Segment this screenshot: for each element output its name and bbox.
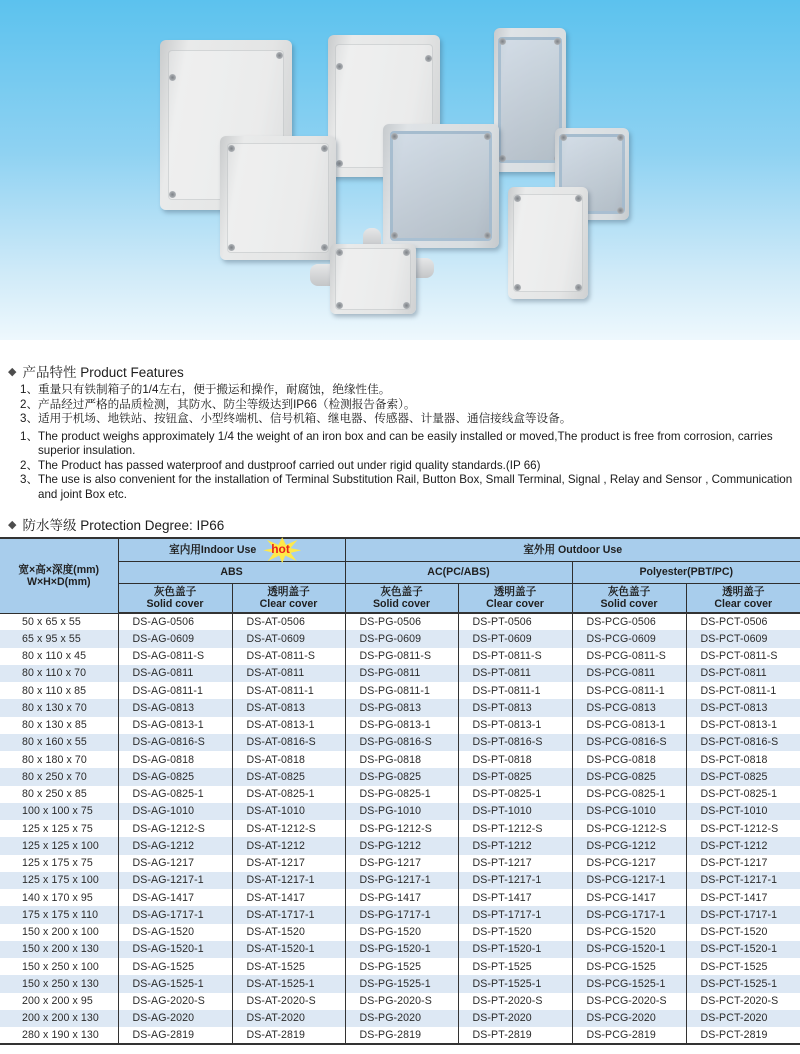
polyester-solid-cell: DS-PCG-0816-S (572, 734, 686, 751)
polyester-solid-cell: DS-PCG-0813 (572, 699, 686, 716)
table-row (0, 993, 800, 1010)
outdoor-use-header: 室外用 Outdoor Use (345, 538, 800, 561)
ac-clear-cell: DS-PT-0825-1 (458, 786, 572, 803)
material-polyester-header: Polyester(PBT/PC) (572, 561, 800, 583)
polyester-clear-cell: DS-PCT-2020 (686, 1010, 800, 1027)
abs-clear-cell: DS-AT-0811-1 (232, 682, 345, 699)
dimensions-cell: 125 x 125 x 75 (0, 820, 118, 837)
polyester-solid-cell: DS-PCG-0825-1 (572, 786, 686, 803)
polyester-clear-cell: DS-PCT-1520 (686, 924, 800, 941)
table-row (0, 803, 800, 820)
feature-cn-1 (20, 383, 795, 398)
abs-clear-cell: DS-AT-0825-1 (232, 786, 345, 803)
dimensions-cell: 80 x 110 x 85 (0, 682, 118, 699)
abs-clear-cell: DS-AT-1520 (232, 924, 345, 941)
polyester-clear-cell: DS-PCT-0811-S (686, 648, 800, 665)
polyester-solid-cell: DS-PCG-1717-1 (572, 906, 686, 923)
ac-clear-cell: DS-PT-0609 (458, 630, 572, 647)
dimensions-cell: 50 x 65 x 55 (0, 613, 118, 630)
polyester-clear-cell: DS-PCT-1717-1 (686, 906, 800, 923)
abs-solid-cell: DS-AG-2819 (118, 1027, 232, 1044)
dimensions-cell: 140 x 170 x 95 (0, 889, 118, 906)
table-row (0, 872, 800, 889)
feature-text: The use is also convenient for the installation of Terminal Substitution Rail, Button Box, Small Terminal, Signal , Relay and Sensor , Communication and joint Box etc. (38, 473, 793, 501)
screw-icon (228, 145, 235, 152)
abs-solid-cell: DS-AG-0813 (118, 699, 232, 716)
dimensions-cell: 200 x 200 x 130 (0, 1010, 118, 1027)
polyester-solid-cell: DS-PCG-2020-S (572, 993, 686, 1010)
polyester-clear-cell: DS-PCT-0818 (686, 751, 800, 768)
polyester-clear-cell: DS-PCT-0506 (686, 613, 800, 630)
ac-solid-cell: DS-PG-1520 (345, 924, 458, 941)
feature-cn-3 (20, 412, 795, 427)
enclosure-solid-small (508, 187, 588, 299)
cover-type-header: 灰色盖子 Solid cover (118, 583, 232, 613)
abs-solid-cell: DS-AG-1417 (118, 889, 232, 906)
cover-type-header: 透明盖子 Clear cover (686, 583, 800, 613)
feature-text: The Product has passed waterproof and dustproof carried out under rigid quality standards.(IP 66) (38, 458, 541, 472)
abs-solid-cell: DS-AG-0811-1 (118, 682, 232, 699)
abs-clear-cell: DS-AT-2020-S (232, 993, 345, 1010)
abs-solid-cell: DS-AG-1520 (118, 924, 232, 941)
screw-icon (617, 207, 624, 214)
table-row (0, 1010, 800, 1027)
dims-header (0, 538, 118, 613)
dimensions-cell: 80 x 250 x 85 (0, 786, 118, 803)
feature-number: 3、 (20, 412, 39, 425)
screw-icon (336, 249, 343, 256)
abs-solid-cell: DS-AG-0825-1 (118, 786, 232, 803)
abs-solid-cell: DS-AG-0818 (118, 751, 232, 768)
abs-solid-cell: DS-AG-0813-1 (118, 717, 232, 734)
abs-clear-cell: DS-AT-0506 (232, 613, 345, 630)
ac-clear-cell: DS-PT-1010 (458, 803, 572, 820)
polyester-solid-cell: DS-PCG-0811-1 (572, 682, 686, 699)
dimensions-cell: 150 x 250 x 100 (0, 958, 118, 975)
abs-clear-cell: DS-AT-2819 (232, 1027, 345, 1044)
abs-solid-cell: DS-AG-0811-S (118, 648, 232, 665)
polyester-clear-cell: DS-PCT-2020-S (686, 993, 800, 1010)
feature-text: 产品经过严格的品质检测，其防水、防尘等级达到IP66（检测报告备索）。 (38, 397, 416, 411)
ac-solid-cell: DS-PG-0811 (345, 665, 458, 682)
table-row (0, 924, 800, 941)
ac-clear-cell: DS-PT-1217 (458, 855, 572, 872)
abs-clear-cell: DS-AT-1212 (232, 837, 345, 854)
polyester-solid-cell: DS-PCG-1525 (572, 958, 686, 975)
dimensions-cell: 80 x 160 x 55 (0, 734, 118, 751)
ac-solid-cell: DS-PG-1520-1 (345, 941, 458, 958)
dimensions-cell: 150 x 250 x 130 (0, 975, 118, 992)
table-row (0, 682, 800, 699)
screw-icon (425, 55, 432, 62)
dimensions-cell: 200 x 200 x 95 (0, 993, 118, 1010)
polyester-solid-cell: DS-PCG-0609 (572, 630, 686, 647)
indoor-use-label: 室内用Indoor Use (169, 544, 257, 557)
polyester-solid-cell: DS-PCG-1520-1 (572, 941, 686, 958)
polyester-clear-cell: DS-PCT-0609 (686, 630, 800, 647)
dimensions-cell: 125 x 125 x 100 (0, 837, 118, 854)
table-row (0, 941, 800, 958)
dimensions-cell: 80 x 180 x 70 (0, 751, 118, 768)
screw-icon (554, 38, 561, 45)
abs-clear-cell: DS-AT-0811 (232, 665, 345, 682)
ac-clear-cell: DS-PT-0813 (458, 699, 572, 716)
polyester-clear-cell: DS-PCT-1417 (686, 889, 800, 906)
screw-icon (391, 133, 398, 140)
abs-clear-cell: DS-AT-2020 (232, 1010, 345, 1027)
polyester-solid-cell: DS-PCG-0811 (572, 665, 686, 682)
abs-solid-cell: DS-AG-1525-1 (118, 975, 232, 992)
diamond-icon: ◆ (8, 518, 17, 531)
ac-solid-cell: DS-PG-2020-S (345, 993, 458, 1010)
polyester-solid-cell: DS-PCG-0811-S (572, 648, 686, 665)
table-row (0, 648, 800, 665)
table-row (0, 665, 800, 682)
ac-clear-cell: DS-PT-1217-1 (458, 872, 572, 889)
abs-clear-cell: DS-AT-0825 (232, 768, 345, 785)
feature-number: 1、 (20, 383, 39, 396)
feature-text: 适用于机场、地铁站、按钮盒、小型终端机、信号机箱、继电器、传感器、计量器、通信接线盒等设备。 (38, 412, 572, 425)
abs-solid-cell: DS-AG-1212-S (118, 820, 232, 837)
abs-clear-cell: DS-AT-1010 (232, 803, 345, 820)
ac-solid-cell: DS-PG-1717-1 (345, 906, 458, 923)
abs-solid-cell: DS-AG-2020-S (118, 993, 232, 1010)
table-row (0, 975, 800, 992)
feature-number: 3、 (20, 473, 39, 486)
ac-solid-cell: DS-PG-0818 (345, 751, 458, 768)
photo-divider (0, 340, 800, 350)
ac-solid-cell: DS-PG-0506 (345, 613, 458, 630)
polyester-solid-cell: DS-PCG-1010 (572, 803, 686, 820)
polyester-clear-cell: DS-PCT-1212-S (686, 820, 800, 837)
polyester-solid-cell: DS-PCG-1212-S (572, 820, 686, 837)
feature-number: 2、 (20, 458, 39, 472)
feature-en-3 (20, 473, 795, 502)
table-row (0, 1027, 800, 1044)
dimensions-cell: 280 x 190 x 130 (0, 1027, 118, 1044)
abs-solid-cell: DS-AG-1520-1 (118, 941, 232, 958)
features-list (20, 383, 795, 502)
feature-text: The product weighs approximately 1/4 the weight of an iron box and can be easily installed or moved,The product is free from corrosion, carries superior insulation. (38, 429, 773, 457)
feature-en-1 (20, 430, 795, 459)
polyester-solid-cell: DS-PCG-0813-1 (572, 717, 686, 734)
abs-solid-cell: DS-AG-1525 (118, 958, 232, 975)
abs-solid-cell: DS-AG-1217 (118, 855, 232, 872)
ac-clear-cell: DS-PT-1212-S (458, 820, 572, 837)
material-abs-header: ABS (118, 561, 345, 583)
screw-icon (514, 195, 521, 202)
dimensions-cell: 65 x 95 x 55 (0, 630, 118, 647)
polyester-solid-cell: DS-PCG-1520 (572, 924, 686, 941)
ac-solid-cell: DS-PG-0825-1 (345, 786, 458, 803)
indoor-use-header (118, 538, 345, 561)
dimensions-cell: 125 x 175 x 75 (0, 855, 118, 872)
spec-table-body (0, 613, 800, 1044)
abs-solid-cell: DS-AG-2020 (118, 1010, 232, 1027)
table-row (0, 958, 800, 975)
dimensions-cell: 80 x 110 x 70 (0, 665, 118, 682)
polyester-solid-cell: DS-PCG-0825 (572, 768, 686, 785)
ac-solid-cell: DS-PG-0813 (345, 699, 458, 716)
abs-solid-cell: DS-AG-0609 (118, 630, 232, 647)
abs-clear-cell: DS-AT-0816-S (232, 734, 345, 751)
abs-clear-cell: DS-AT-1525-1 (232, 975, 345, 992)
table-row (0, 630, 800, 647)
dimensions-cell: 80 x 130 x 70 (0, 699, 118, 716)
abs-clear-cell: DS-AT-0813-1 (232, 717, 345, 734)
polyester-solid-cell: DS-PCG-1212 (572, 837, 686, 854)
ac-clear-cell: DS-PT-1520-1 (458, 941, 572, 958)
ac-clear-cell: DS-PT-2020 (458, 1010, 572, 1027)
table-row (0, 855, 800, 872)
ac-clear-cell: DS-PT-1212 (458, 837, 572, 854)
ac-clear-cell: DS-PT-2020-S (458, 993, 572, 1010)
polyester-solid-cell: DS-PCG-0818 (572, 751, 686, 768)
protection-heading (8, 514, 224, 534)
ac-solid-cell: DS-PG-0813-1 (345, 717, 458, 734)
polyester-clear-cell: DS-PCT-1217 (686, 855, 800, 872)
hot-badge: hot (267, 543, 294, 555)
table-row (0, 889, 800, 906)
features-heading (8, 361, 184, 381)
abs-clear-cell: DS-AT-0813 (232, 699, 345, 716)
polyester-clear-cell: DS-PCT-0811 (686, 665, 800, 682)
polyester-clear-cell: DS-PCT-0825 (686, 768, 800, 785)
cover-type-header: 透明盖子 Clear cover (458, 583, 572, 613)
polyester-clear-cell: DS-PCT-1520-1 (686, 941, 800, 958)
ac-solid-cell: DS-PG-1217-1 (345, 872, 458, 889)
polyester-solid-cell: DS-PCG-1217-1 (572, 872, 686, 889)
abs-solid-cell: DS-AG-0506 (118, 613, 232, 630)
screw-icon (321, 145, 328, 152)
ac-clear-cell: DS-PT-0813-1 (458, 717, 572, 734)
abs-solid-cell: DS-AG-1212 (118, 837, 232, 854)
polyester-solid-cell: DS-PCG-0506 (572, 613, 686, 630)
dims-header-cn: 宽×高×深度(mm) (18, 563, 100, 576)
features-heading-text: 产品特性 Product Features (22, 365, 184, 380)
ac-clear-cell: DS-PT-0506 (458, 613, 572, 630)
ac-clear-cell: DS-PT-0811-S (458, 648, 572, 665)
table-row (0, 768, 800, 785)
ac-solid-cell: DS-PG-1010 (345, 803, 458, 820)
table-row (0, 717, 800, 734)
table-row (0, 837, 800, 854)
dimensions-cell: 150 x 200 x 130 (0, 941, 118, 958)
feature-number: 1、 (20, 429, 39, 443)
polyester-clear-cell: DS-PCT-1010 (686, 803, 800, 820)
dimensions-cell: 100 x 100 x 75 (0, 803, 118, 820)
abs-solid-cell: DS-AG-0811 (118, 665, 232, 682)
table-row (0, 820, 800, 837)
screw-icon (336, 160, 343, 167)
polyester-clear-cell: DS-PCT-0813-1 (686, 717, 800, 734)
polyester-clear-cell: DS-PCT-0825-1 (686, 786, 800, 803)
ac-clear-cell: DS-PT-0811 (458, 665, 572, 682)
dimensions-cell: 150 x 200 x 100 (0, 924, 118, 941)
ac-solid-cell: DS-PG-1212 (345, 837, 458, 854)
polyester-solid-cell: DS-PCG-2020 (572, 1010, 686, 1027)
ac-clear-cell: DS-PT-0818 (458, 751, 572, 768)
ac-clear-cell: DS-PT-0825 (458, 768, 572, 785)
polyester-clear-cell: DS-PCT-1525-1 (686, 975, 800, 992)
screw-icon (484, 133, 491, 140)
ac-solid-cell: DS-PG-0811-1 (345, 682, 458, 699)
dimensions-cell: 175 x 175 x 110 (0, 906, 118, 923)
protection-heading-text: 防水等级 Protection Degree: IP66 (22, 518, 225, 533)
feature-en-2 (20, 459, 795, 474)
table-row (0, 751, 800, 768)
ac-clear-cell: DS-PT-1525-1 (458, 975, 572, 992)
screw-icon (403, 249, 410, 256)
spec-table (0, 537, 800, 1045)
ac-solid-cell: DS-PG-1212-S (345, 820, 458, 837)
polyester-clear-cell: DS-PCT-0811-1 (686, 682, 800, 699)
polyester-solid-cell: DS-PCG-1417 (572, 889, 686, 906)
dims-header-en: W×H×D(mm) (26, 575, 91, 588)
ac-solid-cell: DS-PG-1417 (345, 889, 458, 906)
polyester-clear-cell: DS-PCT-0816-S (686, 734, 800, 751)
abs-solid-cell: DS-AG-1217-1 (118, 872, 232, 889)
table-row (0, 613, 800, 630)
abs-solid-cell: DS-AG-0816-S (118, 734, 232, 751)
polyester-clear-cell: DS-PCT-2819 (686, 1027, 800, 1044)
polyester-solid-cell: DS-PCG-1217 (572, 855, 686, 872)
table-row (0, 906, 800, 923)
ac-solid-cell: DS-PG-2819 (345, 1027, 458, 1044)
enclosure-clear-square (383, 124, 499, 248)
cover-type-header: 灰色盖子 Solid cover (572, 583, 686, 613)
dimensions-cell: 80 x 250 x 70 (0, 768, 118, 785)
product-photo (0, 0, 800, 340)
polyester-solid-cell: DS-PCG-1525-1 (572, 975, 686, 992)
feature-text: 重量只有铁制箱子的1/4左右，便于搬运和操作，耐腐蚀，绝缘性佳。 (38, 383, 391, 396)
polyester-clear-cell: DS-PCT-1212 (686, 837, 800, 854)
abs-clear-cell: DS-AT-1525 (232, 958, 345, 975)
abs-clear-cell: DS-AT-0818 (232, 751, 345, 768)
enclosure-solid-medium (220, 136, 336, 260)
ac-clear-cell: DS-PT-1525 (458, 958, 572, 975)
abs-clear-cell: DS-AT-1212-S (232, 820, 345, 837)
dimensions-cell: 125 x 175 x 100 (0, 872, 118, 889)
abs-clear-cell: DS-AT-1417 (232, 889, 345, 906)
polyester-clear-cell: DS-PCT-0813 (686, 699, 800, 716)
screw-icon (499, 155, 506, 162)
dimensions-cell: 80 x 110 x 45 (0, 648, 118, 665)
table-row (0, 786, 800, 803)
abs-clear-cell: DS-AT-1520-1 (232, 941, 345, 958)
abs-solid-cell: DS-AG-1717-1 (118, 906, 232, 923)
ac-clear-cell: DS-PT-0816-S (458, 734, 572, 751)
polyester-clear-cell: DS-PCT-1525 (686, 958, 800, 975)
cover-type-header: 灰色盖子 Solid cover (345, 583, 458, 613)
polyester-clear-cell: DS-PCT-1217-1 (686, 872, 800, 889)
abs-clear-cell: DS-AT-1717-1 (232, 906, 345, 923)
feature-number: 2、 (20, 397, 39, 411)
abs-clear-cell: DS-AT-1217-1 (232, 872, 345, 889)
material-ac-header: AC(PC/ABS) (345, 561, 572, 583)
diamond-icon: ◆ (8, 365, 17, 378)
enclosure-junction-box (330, 244, 416, 314)
ac-clear-cell: DS-PT-2819 (458, 1027, 572, 1044)
screw-icon (514, 284, 521, 291)
dimensions-cell: 80 x 130 x 85 (0, 717, 118, 734)
feature-cn-2 (20, 398, 795, 413)
ac-solid-cell: DS-PG-0811-S (345, 648, 458, 665)
ac-solid-cell: DS-PG-1525-1 (345, 975, 458, 992)
abs-solid-cell: DS-AG-1010 (118, 803, 232, 820)
table-row (0, 734, 800, 751)
ac-clear-cell: DS-PT-1417 (458, 889, 572, 906)
table-row (0, 699, 800, 716)
ac-solid-cell: DS-PG-1525 (345, 958, 458, 975)
ac-solid-cell: DS-PG-0609 (345, 630, 458, 647)
abs-clear-cell: DS-AT-1217 (232, 855, 345, 872)
abs-clear-cell: DS-AT-0811-S (232, 648, 345, 665)
ac-clear-cell: DS-PT-0811-1 (458, 682, 572, 699)
cover-type-header: 透明盖子 Clear cover (232, 583, 345, 613)
ac-solid-cell: DS-PG-0825 (345, 768, 458, 785)
screw-icon (276, 52, 283, 59)
ac-clear-cell: DS-PT-1717-1 (458, 906, 572, 923)
abs-solid-cell: DS-AG-0825 (118, 768, 232, 785)
ac-solid-cell: DS-PG-2020 (345, 1010, 458, 1027)
ac-solid-cell: DS-PG-0816-S (345, 734, 458, 751)
abs-clear-cell: DS-AT-0609 (232, 630, 345, 647)
ac-clear-cell: DS-PT-1520 (458, 924, 572, 941)
polyester-solid-cell: DS-PCG-2819 (572, 1027, 686, 1044)
ac-solid-cell: DS-PG-1217 (345, 855, 458, 872)
